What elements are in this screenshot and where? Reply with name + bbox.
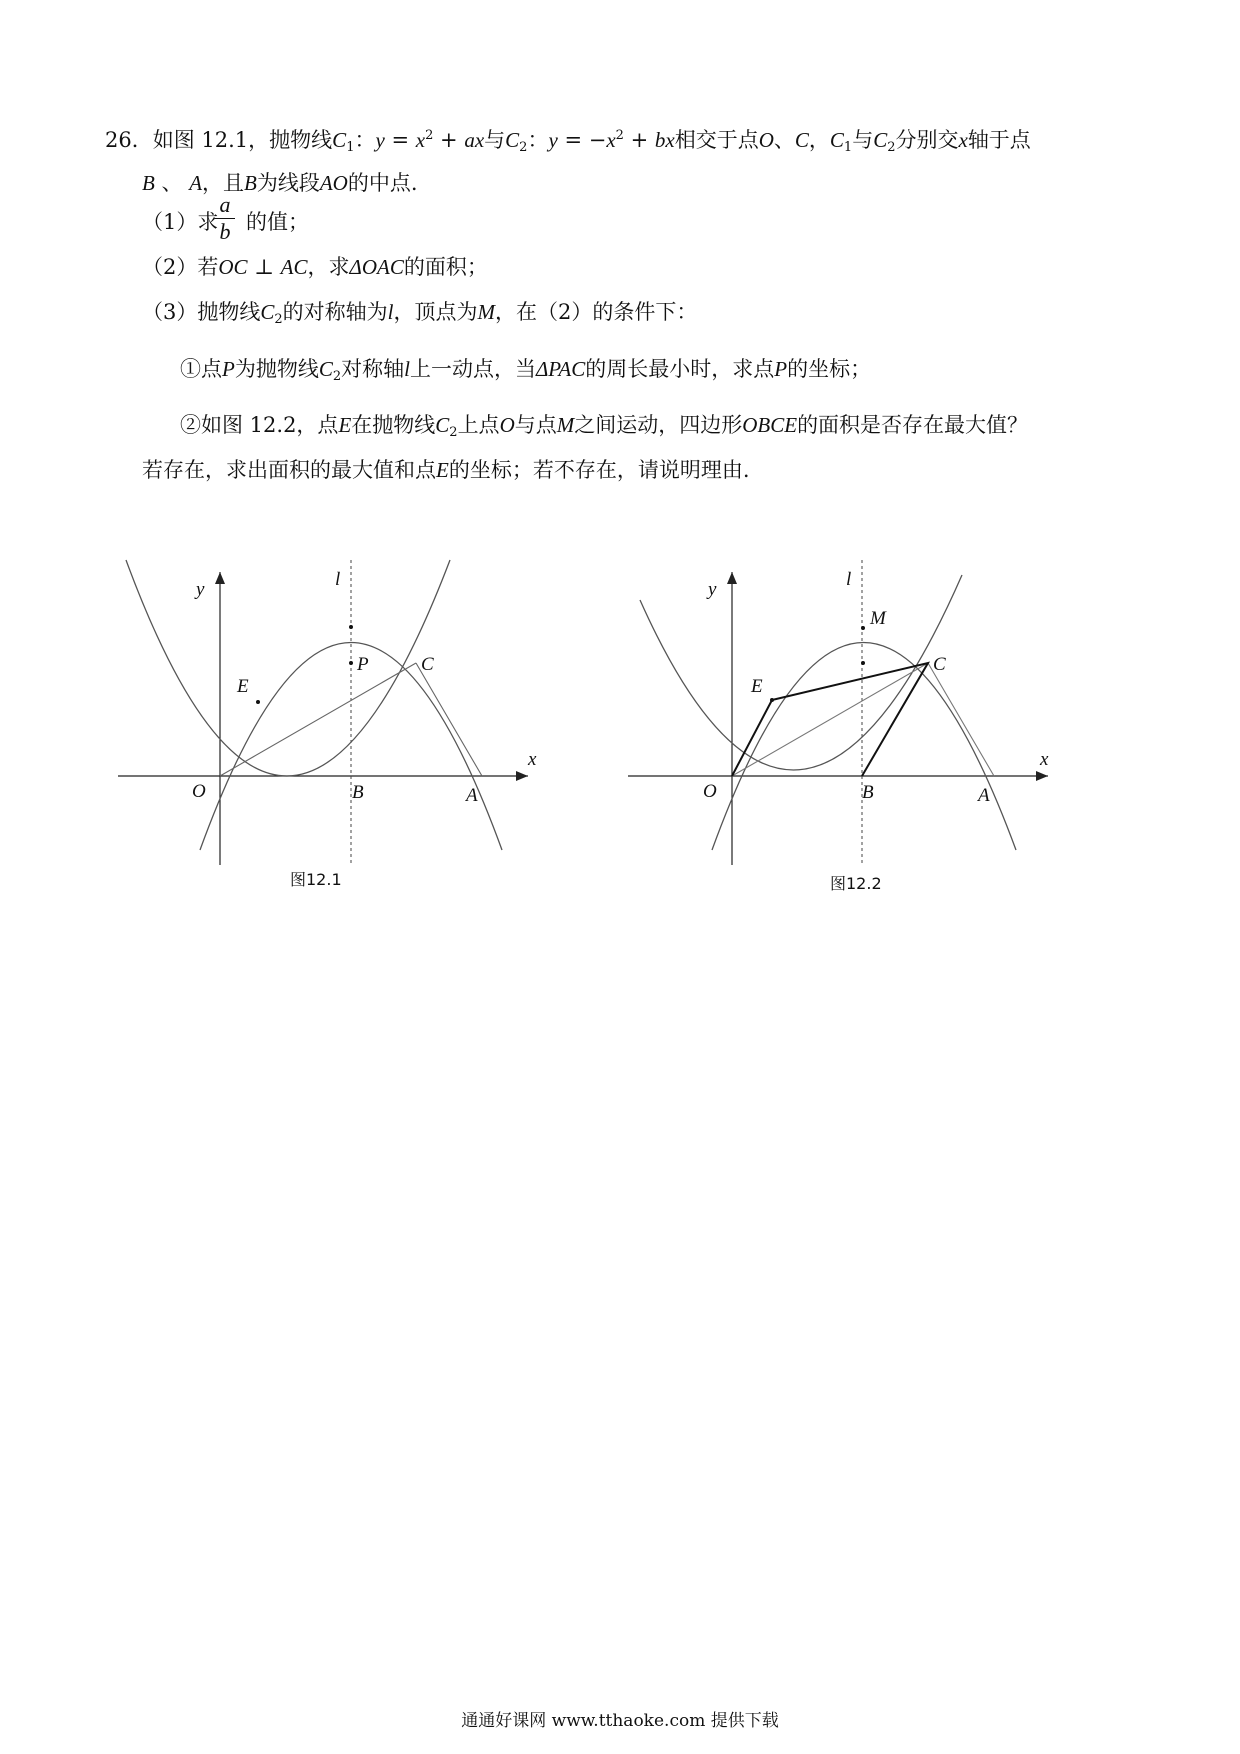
question-1-suffix: 的值；: [246, 210, 309, 234]
segment-ca: [928, 663, 994, 776]
fraction-denominator: b: [219, 219, 231, 244]
label-o: O: [703, 781, 717, 802]
label-x: x: [1040, 749, 1049, 770]
axis-mark-point: [861, 661, 865, 665]
point-e: [770, 698, 774, 702]
label-e: E: [237, 676, 249, 697]
label-a: A: [466, 785, 478, 806]
problem-line-2: B 、 A，且B为线段AO的中点.: [142, 171, 418, 195]
problem-line-1: 26．如图 12.1，抛物线$C_1$：$y = x^2$ + ax与$C_2$：$y = -x^2$ + bx相交于点O、C，$C_1$与$C_2$分别交x轴于点: [105, 128, 1031, 155]
label-a: A: [978, 785, 990, 806]
label-x: x: [528, 749, 537, 770]
question-2: （2）若OC ⊥ AC，求ΔOAC的面积；: [142, 255, 488, 279]
y-axis-arrow: [727, 572, 737, 584]
figure-12-2-caption: 图12.2: [830, 874, 882, 893]
question-3-part-2: ②如图 12.2，点E在抛物线$C_2$上点O与点M之间运动，四边形OBCE的面积是否存在最大值？: [180, 413, 1029, 440]
problem-number: 26．: [105, 128, 153, 152]
label-b: B: [352, 782, 364, 803]
label-l: l: [846, 569, 852, 590]
label-c: C: [933, 654, 946, 675]
label-b: B: [862, 782, 874, 803]
parabola-c2: [712, 643, 1016, 851]
figure-12-1-caption: 图12.1: [290, 870, 342, 889]
question-3-part-1: ①点P为抛物线$C_2$对称轴l上一动点，当ΔPAC的周长最小时，求点P的坐标；: [180, 357, 872, 384]
parabola-c1: [640, 575, 962, 770]
label-l: l: [335, 569, 341, 590]
footer-source: 通通好课网 www.tthaoke.com 提供下载: [461, 1711, 779, 1731]
label-e: E: [751, 676, 763, 697]
label-y: y: [708, 579, 717, 600]
fraction-numerator: a: [219, 192, 231, 217]
label-o: O: [192, 781, 206, 802]
question-1: （1）求: [142, 210, 219, 234]
question-3-part-2-cont: 若存在，求出面积的最大值和点E的坐标；若不存在，请说明理由.: [142, 458, 750, 482]
x-axis-arrow: [1036, 771, 1048, 781]
label-m: M: [870, 608, 886, 629]
label-y: y: [196, 579, 205, 600]
label-c: C: [421, 654, 434, 675]
label-p: P: [357, 654, 369, 675]
question-3: （3）抛物线$C_2$的对称轴为l，顶点为M，在（2）的条件下：: [142, 300, 698, 327]
point-m: [861, 626, 865, 630]
